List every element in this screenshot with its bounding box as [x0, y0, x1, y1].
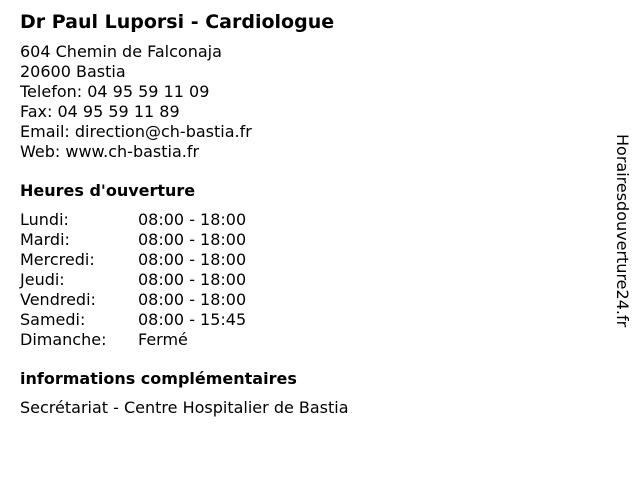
hours-day: Lundi: — [20, 210, 69, 229]
fax-line: Fax: 04 95 59 11 89 — [20, 102, 180, 121]
web-line: Web: www.ch-bastia.fr — [20, 142, 200, 161]
hours-row — [20, 310, 246, 330]
info-text: Secrétariat - Centre Hospitalier de Bastia — [20, 398, 349, 417]
hours-heading: Heures d'ouverture — [20, 181, 196, 200]
hours-time: Fermé — [138, 330, 188, 349]
hours-time: 08:00 - 18:00 — [138, 230, 247, 249]
hours-table — [20, 210, 246, 350]
hours-time: 08:00 - 18:00 — [138, 210, 247, 229]
hours-row — [20, 270, 246, 290]
hours-day: Samedi: — [20, 310, 86, 329]
hours-day: Jeudi: — [20, 270, 65, 289]
hours-day: Dimanche: — [20, 330, 107, 349]
info-heading: informations complémentaires — [20, 369, 297, 388]
business-card — [20, 8, 600, 418]
page-title: Dr Paul Luporsi - Cardiologue — [20, 11, 335, 33]
hours-time: 08:00 - 18:00 — [138, 250, 247, 269]
address-line-2: 20600 Bastia — [20, 62, 126, 81]
hours-day: Mardi: — [20, 230, 70, 249]
hours-time: 08:00 - 15:45 — [138, 310, 247, 329]
phone-line: Telefon: 04 95 59 11 09 — [20, 82, 210, 101]
hours-row — [20, 230, 246, 250]
contact-block — [20, 42, 600, 162]
email-line: Email: direction@ch-bastia.fr — [20, 122, 252, 141]
hours-time: 08:00 - 18:00 — [138, 270, 247, 289]
hours-time: 08:00 - 18:00 — [138, 290, 247, 309]
hours-day: Vendredi: — [20, 290, 96, 309]
site-watermark-label: Horairesdouverture24.fr — [613, 134, 632, 328]
hours-day: Mercredi: — [20, 250, 95, 269]
hours-row — [20, 250, 246, 270]
address-line-1: 604 Chemin de Falconaja — [20, 42, 222, 61]
hours-row — [20, 210, 246, 230]
hours-row — [20, 290, 246, 310]
hours-row — [20, 330, 246, 350]
